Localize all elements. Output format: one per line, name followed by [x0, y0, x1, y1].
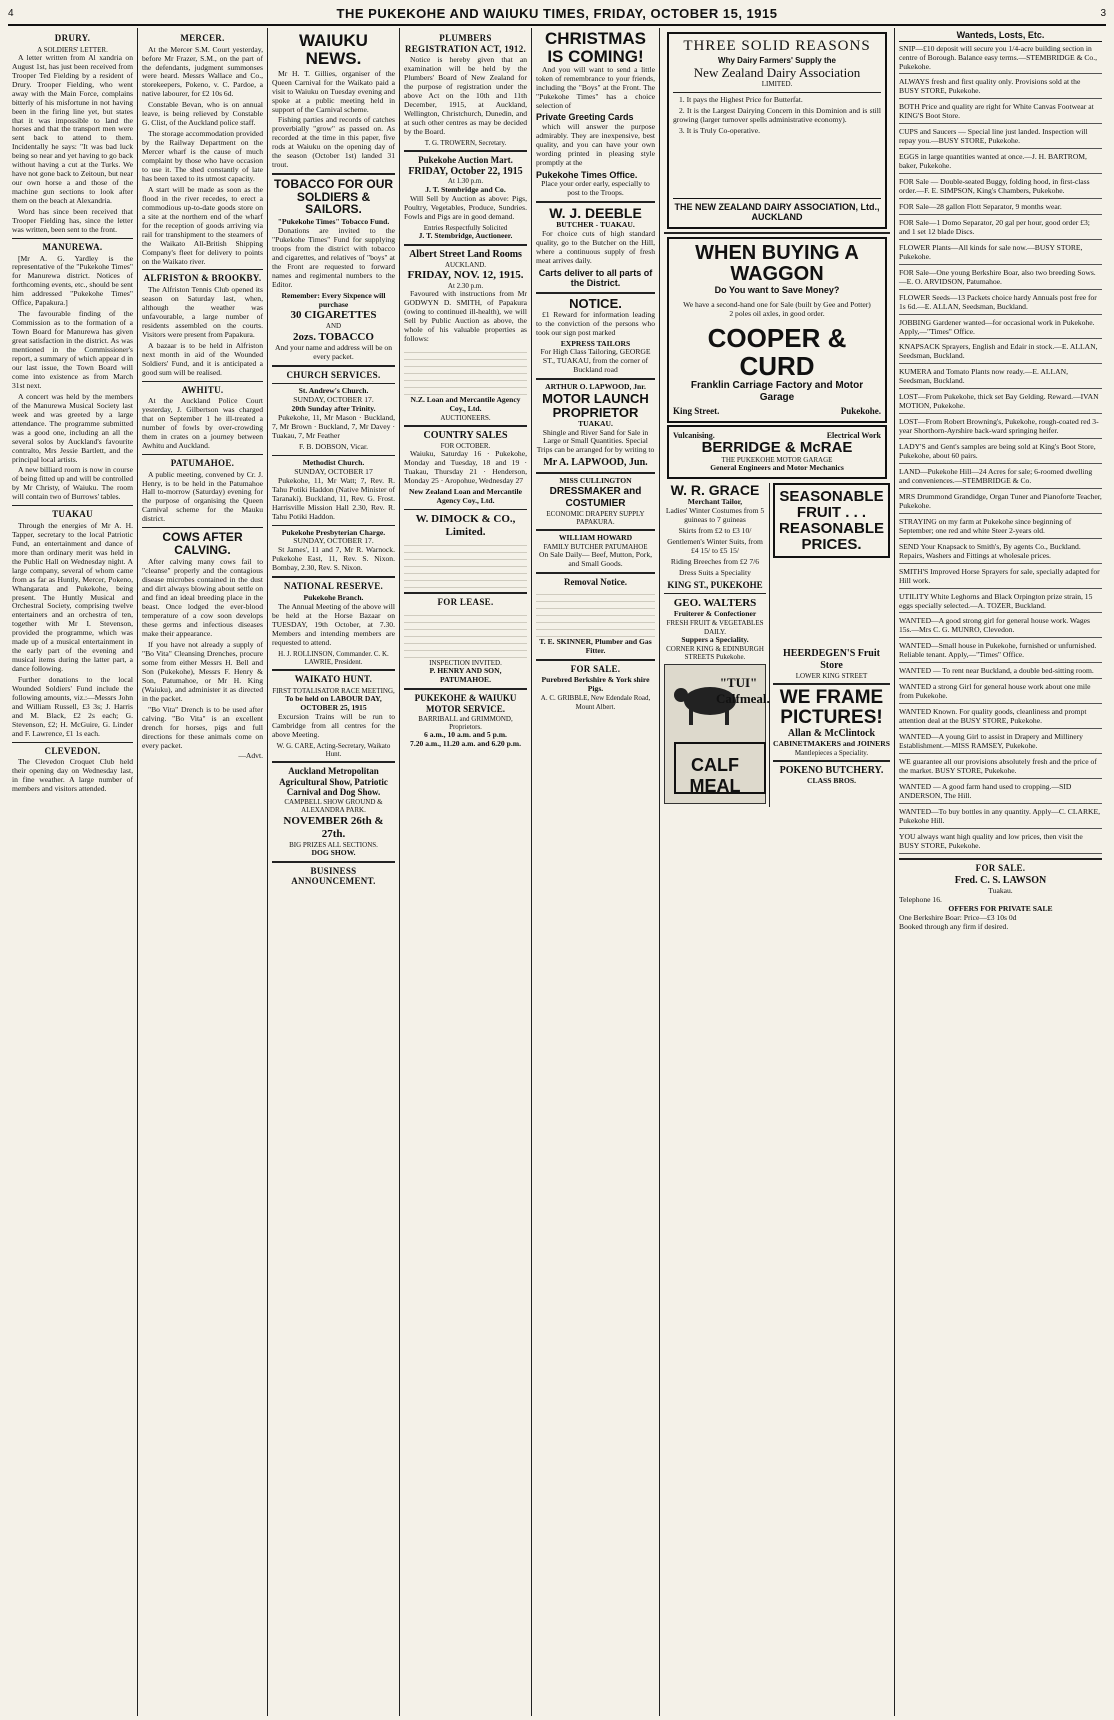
nov-time: At 2.30 p.m. — [447, 281, 484, 290]
mercer-para-2: Constable Bevan, who is on annual leave, is being relieved by Constable G. Clist, of the Auckland police staff. — [142, 100, 263, 128]
tobacco-footer: And your name and address will be on every packet. — [274, 342, 393, 361]
presbyterian-services: St James', 11 and 7, Mr R. Warnock. Pukekohe East, 11, Rev. S. Nixon. Bombay, 2.30, Rev. S. Nixon. — [272, 545, 395, 573]
calf-meal-label: CALF MEAL — [689, 755, 741, 797]
classified-ad: SMITH'S Improved Horse Sprayers for sale, specially adapted for Hill work. — [899, 568, 1102, 589]
national-reserve-sig: H. J. ROLLINSON, Commander. C. K. LAWRIE, President. — [278, 649, 389, 666]
grace-3: Gentlemen's Winter Suits, from £4 15/ to £5 15/ — [667, 536, 763, 555]
awhitu-heading: AWHITU. — [181, 384, 224, 395]
king-st: King Street. — [673, 406, 720, 417]
st-andrew-date: SUNDAY, OCTOBER 17. — [293, 395, 374, 405]
classified-ad: SNIP—£10 deposit will secure you 1/4-acre building section in centre of Borough. Balance easy terms.—STEMBRIDGE & Co., Pukekohe. — [899, 45, 1102, 75]
advt-sig: —Advt. — [238, 751, 263, 761]
cows-para-3: "Bo Vita" Drench is to be used after calving. "Bo Vita" is an excellent drench for horses, pigs and full directions for these animals come on every packet. — [142, 704, 263, 750]
column-7 — [895, 28, 1106, 1716]
show-dates: NOVEMBER 26th & 27th. — [283, 814, 384, 840]
manurewa-para-2: The favourable finding of the Commission as to the formation of a Town Board for Manurewa has given great satisfaction in the district. As was mentioned in the Commissioner's report, a summary of which appear d in our last issue, the Town Board will come into existence as from March 31st next. — [12, 309, 133, 390]
soldiers-letter-heading: A SOLDIERS' LETTER. — [37, 45, 108, 54]
presbyterian-heading: Pukekohe Presbyterian Charge. — [281, 527, 386, 537]
berridge-mcrae: BERRIDGE & McRAE — [701, 439, 853, 457]
tuakau-heading: TUAKAU — [52, 509, 93, 520]
christmas-heading: CHRISTMAS IS COMING! — [544, 29, 647, 66]
clevedon-heading: CLEVEDON. — [44, 745, 101, 756]
allan-mcclintock: Allan & McClintock — [787, 728, 876, 740]
albert-para: Favoured with instructions from Mr GODWYN D. SMITH, of Papakura (owing to continued ill-health), we will Sell by Public Auction as above, the whole of his valuable properties as follows: — [404, 288, 527, 343]
property-listing — [404, 346, 527, 396]
tuakau-para-2: Further donations to the local Wounded Soldiers' Fund include the following amounts, viz.:—Messrs John and William Russell, £3 3s; J. Harris and M. Black, £2 2s each; G. Stevenson, £2; H. McGuire, G. Linder and F. Lawrence, £1 1s each. — [12, 675, 133, 738]
classified-ad: WANTED—Small house in Pukekohe, furnished or unfurnished. Reliable tenant. Apply,—"Times" Office. — [899, 642, 1102, 663]
classified-ad: LOST—From Pukekohe, thick set Bay Gelding. Reward.—IVAN MOTION, Pukekohe. — [899, 393, 1102, 414]
masthead — [8, 4, 1106, 26]
waikato-hunt-heading: WAIKATO HUNT. — [294, 674, 373, 685]
tailor-para: For High Class Tailoring, GEORGE ST., TUAKAU, from the corner of Buckland road — [540, 347, 651, 375]
removal-notice: Removal Notice. — [564, 577, 627, 588]
vulcanising: Vulcanising. — [673, 431, 715, 441]
deeble: W. J. DEEBLE — [549, 205, 642, 222]
plumbers-heading: PLUMBERS REGISTRATION ACT, 1912. — [404, 33, 527, 54]
nz-loan: N.Z. Loan and Mercantile Agency Coy., Ltd. — [410, 394, 521, 413]
lawson-tuakau: Tuakau. — [988, 885, 1013, 895]
pukekohe-label: Pukekohe. — [840, 406, 881, 417]
classified-ad: BOTH Price and quality are right for White Canvas Footwear at KING'S Boot Store. — [899, 103, 1102, 124]
mercer-para-3: The storage accommodation provided by the Railway Department on the Mercer wharf is the cause of much complaint by those who have occasion to use it. The shed constantly of late has been taxed to its utmost capacity. — [142, 129, 263, 183]
classified-ad: WANTED — A good farm hand used to cropping.—SID ANDERSON, The Hill. — [899, 783, 1102, 804]
classified-ad: KUMERA and Tomato Plants now ready.—E. ALLAN, Seedsman, Buckland. — [899, 368, 1102, 389]
dimock-body — [404, 539, 527, 589]
nz-loan-2: New Zealand Loan and Mercantile Agency Coy., Ltd. — [409, 486, 522, 505]
manurewa-para-3: A concert was held by the members of the Manurewa Musical Society last week and was greeted by a large attendance. The programme submitted was a good one, including an all the several solos by Auckland's favourite contralto, Mrs Jessie Bartlett, and the principal local artists. — [12, 391, 133, 464]
carriage-factory: Franklin Carriage Factory and Motor Garage — [690, 379, 864, 403]
methodist-date: SUNDAY, OCTOBER 17 — [294, 466, 373, 476]
sales-list: Waiuku, Saturday 16 · Pukekohe, Monday and Tuesday, 18 and 19 · Tuakau, Thursday 21 · Henderson, Monday 25 · Aropohue, Wednesday 27 — [404, 448, 527, 485]
christmas-para: And you will want to send a little token of remembrance to your friends, including the "Boys" at the Front. The "Pukekohe Times" has a choice selection of — [536, 64, 655, 110]
nov-sale: FRIDAY, NOV. 12, 1915. — [407, 268, 524, 281]
drury-para-1: A letter written from Al xandria on August 1st, has just been received from Trooper Ted Fielding by a resident of Drury. Trooper Fielding, who went away with the Main Force, complains bitterly of his misfortune in not having been in the firing line yet, but states that it was impossible to land the horses and that the transport men were sent back to attend to them. Incidentally he says: "It was bad luck being so near and yet having to go back without having a cut at the Turks. We have not gone back to Zeitoun, but near our own horse a and those of the machine gun sections to look after them on the beach at Alexandria. — [12, 52, 133, 206]
general-engineers: General Engineers and Motor Mechanics — [710, 463, 844, 473]
tui-label: "TUI" Calfmeal. — [716, 675, 770, 706]
column-1 — [8, 28, 138, 1716]
reason-3: 3. It is Truly Co-operative. — [679, 125, 760, 135]
save-money: Do You want to Save Money? — [714, 284, 840, 295]
grace-name: W. R. GRACE — [670, 482, 760, 499]
family-butcher: FAMILY BUTCHER PATUMAHOE — [543, 543, 648, 552]
heerdegen-body — [773, 558, 890, 648]
fruiterer: Fruiterer & Confectioner — [673, 609, 757, 619]
classified-ad: ALWAYS fresh and first quality only. Provisions sold at the BUSY STORE, Pukekohe. — [899, 78, 1102, 99]
barriball: BARRIBALL and GRIMMOND, Proprietors. — [418, 714, 513, 731]
metro-show: Auckland Metropolitan Agricultural Show, Patriotic Carnival and Dog Show. — [279, 766, 388, 798]
waggon-ad — [667, 237, 887, 423]
auction-para: Will Sell by Auction as above: Pigs, Poultry, Vegetables, Produce, Sundries. Fowls and Pigs are in good demand. — [404, 193, 527, 221]
class-bros: CLASS BROS. — [807, 775, 856, 785]
grace-2: Skirts from £2 to £3 10/ — [678, 525, 752, 535]
classified-ad: LAND—Pukekohe Hill—24 Acres for sale; 6-roomed dwelling and conveniences.—STEMBRIDGE & Co. — [899, 468, 1102, 489]
tui-calfmeal-ad — [664, 664, 770, 804]
column-5 — [532, 28, 660, 1716]
gribble: A. C. GRIBBLE, New Edendale Road, Mount Albert. — [540, 694, 651, 711]
classified-ad: MRS Drummond Grandidge, Organ Tuner and Pianoforte Teacher, Pukekohe. — [899, 493, 1102, 514]
mercer-para-1: At the Mercer S.M. Court yesterday, before Mr Frazer, S.M., on the part of the defendants, judgment summonses were heard. Messrs Wallace and Co., storekeepers, Pokeno, v. C. Pardoe, a native labourer, for £2 10s 6d. — [142, 44, 263, 99]
dairy-ad — [667, 32, 887, 229]
classified-ad: UTILITY White Leghorns and Black Orpington prize strain, 15 eggs specially selected.—A. TOZER, Buckland. — [899, 593, 1102, 614]
cows-para-2: If you have not already a supply of "Bo Vita" Cleansing Drenches, procure some from either Messrs H. Bell and Son (Pukekohe), Messrs F. Henry & Son, Patumahoe, or Mr H. King (Waiuku), and administer it as directed in the packet. — [142, 640, 263, 703]
presbyterian-date: SUNDAY, OCTOBER 17. — [293, 536, 374, 546]
lease-body — [404, 609, 527, 659]
tobacco-oz-line: 2ozs. TOBACCO — [293, 330, 374, 343]
auction-mart: Pukekohe Auction Mart. — [418, 155, 513, 166]
cigarettes-line: 30 CIGARETTES — [290, 309, 377, 322]
methodist-services: Pukekohe, 11, Mr Watt; 7, Rev. R. Tahu Potiki Haddon (Native Minister of Taranaki). Buckland, 11, Rev. G. Frost. Harrisville Mission Hall 2.30, Rev. R. Tahu Potiki Haddon. — [272, 475, 395, 521]
classified-ads — [899, 45, 1102, 854]
auckland-line: AUCKLAND. — [444, 260, 487, 269]
newspaper-title: THE PUKEKOHE AND WAIUKU TIMES, FRIDAY, OCTOBER 15, 1915 — [336, 6, 778, 22]
order-early: Place your order early, especially to post to the Troops. — [541, 179, 650, 198]
st-andrew-services: Pukekohe, 11, Mr Mason · Buckland, 7, Mr Brown · Buckland, 7, Mr Davey · Tuakau, 7, Mr Feather — [272, 413, 395, 440]
for-october: FOR OCTOBER. — [440, 441, 491, 450]
cabinetmakers: CABINETMAKERS and JOINERS — [773, 738, 890, 748]
limited: LIMITED. — [761, 80, 793, 89]
classified-ad: FOR Sale—28 gallon Flott Separator, 9 months wear. — [899, 203, 1102, 215]
race-date: To be held on LABOUR DAY, OCTOBER 25, 1915 — [285, 693, 382, 712]
lawson: Fred. C. S. LAWSON — [954, 875, 1047, 887]
service-times-2: 7.20 a.m., 11.20 a.m. and 6.20 p.m. — [410, 739, 521, 748]
lapwood: ARTHUR O. LAPWOOD, Jnr. — [545, 382, 646, 392]
remember-line: Remember: Every Sixpence will purchase — [281, 290, 386, 309]
entries-line: Entries Respectfully Solicited — [423, 223, 508, 232]
classified-ad: CUPS and Saucers — Special line just landed. Inspection will repay you.—BUSY STORE, Pukekohe. — [899, 128, 1102, 149]
auctioneers: AUCTIONEERS. — [440, 413, 491, 422]
reason-2: 2. It is the Largest Dairying Concern in this Dominion and is still growing (larger turnover spells administrative economy). — [673, 105, 881, 124]
show-ground: CAMPBELL SHOW GROUND & ALEXANDRA PARK. — [284, 798, 383, 815]
vicar-line: F. B. DOBSON, Vicar. — [298, 441, 369, 451]
tobacco-heading: TOBACCO FOR OUR SOLDIERS & SAILORS. — [273, 177, 394, 217]
albert-street: Albert Street Land Rooms — [409, 248, 522, 260]
st-andrew-heading: St. Andrew's Church. — [298, 386, 369, 396]
classified-ad: FOR Sale—1 Domo Separator, 20 gal per hour, good order £3; and 1 set 12 blade Discs. — [899, 219, 1102, 240]
removal-body — [536, 588, 655, 638]
times-office: Pukekohe Times Office. — [536, 169, 638, 180]
national-reserve-branch: Pukekohe Branch. — [303, 592, 364, 602]
alfriston-para-2: A bazaar is to be held in Alfriston next month in aid of the Wounded Soldiers' Fund, and it is anticipated a good sum will be realised. — [142, 340, 263, 377]
classified-ad: WANTED — To rent near Buckland, a double bed-sitting room. — [899, 667, 1102, 679]
classified-ad: WANTED Known. For quality goods, cleanliness and prompt attention deal at the BUSY STORE, Pukekohe. — [899, 708, 1102, 729]
fresh-fruit: FRESH FRUIT & VEGETABLES DAILY. — [666, 619, 764, 636]
hunt-para: Excursion Trains will be run to Cambridge from all centres for the above Meeting. — [272, 711, 395, 739]
drury-para-2: Word has since been received that Trooper Fielding has, since the letter was written, been sent to the front. — [12, 207, 133, 234]
henry-son: P. HENRY AND SON, PATUMAHOE. — [429, 666, 502, 685]
columns — [8, 28, 1106, 1716]
king-st-pukekohe: KING ST., PUKEKOHE — [667, 579, 763, 590]
plumbers-sig: T. G. TROWERN, Secretary. — [424, 138, 507, 147]
wanteds-heading: Wanteds, Losts, Etc. — [899, 30, 1102, 42]
manurewa-heading: MANUREWA. — [42, 241, 103, 252]
for-lease: FOR LEASE. — [437, 596, 494, 607]
notice-para: £1 Reward for information leading to the conviction of the persons who took our sign post marked — [536, 309, 655, 337]
mercer-heading: MERCER. — [180, 33, 225, 43]
pukekohe-motor-garage: THE PUKEKOHE MOTOR GARAGE — [721, 456, 833, 465]
column-3 — [268, 28, 400, 1716]
plumbers-para: Notice is hereby given that an examination will be held by the Plumbers' Board of New Zealand for the purpose of registration under the above Act on the 10th and 11th December, 1915, at Auckland, Wellington, Christchurch, Dunedin, and at such other centres as may be decided by the Board. — [404, 55, 527, 136]
business-announcement: BUSINESS ANNOUNCEMENT. — [291, 865, 376, 887]
express-tailors: EXPRESS TAILORS — [560, 338, 631, 348]
booked-through: Booked through any firm if desired. — [899, 921, 1009, 931]
howard-sale: On Sale Daily— Beef, Mutton, Pork, and Small Goods. — [538, 550, 653, 569]
cards-para: which will answer the purpose admirably. They are inexpensive, best quality, and you can have your own wording printed in pleasing style promptly at the — [536, 122, 655, 167]
lower-king: LOWER KING STREET — [795, 672, 868, 681]
we-frame: WE FRAME PICTURES! — [779, 687, 884, 729]
stembridge: J. T. Stembridge and Co. — [425, 184, 506, 194]
classified-ad: FOR Sale—One young Berkshire Boar, also two breeding Sows.—E. O. ARVIDSON, Patumahoe. — [899, 269, 1102, 290]
national-reserve-para: The Annual Meeting of the above will be held at the Horse Bazaar on TUESDAY, 19th October, at 7.30. Members and intending members are requested to attend. — [272, 601, 395, 647]
lower-split — [664, 483, 890, 807]
auction-date: FRIDAY, October 22, 1915 — [408, 165, 523, 177]
greeting-cards: Private Greeting Cards — [536, 112, 634, 123]
grace-1: Ladies' Winter Costumes from 5 guineas to 7 guineas — [665, 506, 765, 525]
economic-drapery: ECONOMIC DRAPERY SUPPLY PAPAKURA. — [546, 509, 645, 526]
when-buying: WHEN BUYING A WAGGON — [695, 241, 859, 285]
grace-walters — [664, 483, 770, 807]
electrical-work: Electrical Work — [826, 431, 881, 441]
tobacco-fund: "Pukekohe Times" Tobacco Fund. — [277, 216, 390, 226]
national-reserve-heading: NATIONAL RESERVE. — [283, 581, 384, 592]
howard: WILLIAM HOWARD — [558, 533, 633, 543]
corner-streets: CORNER KING & EDINBURGH STREETS Pukekohe. — [666, 644, 764, 661]
grace-4: Riding Breeches from £2 7/6 — [670, 556, 760, 566]
classified-ad: SEND Your Knapsack to Smith's, By agents Co., Buckland. Repairs, Washers and Fittings at wholesale prices. — [899, 543, 1102, 564]
lapwood-tuakau: TUAKAU. — [578, 418, 613, 428]
walters-name: GEO. WALTERS — [673, 597, 757, 610]
big-prizes: BIG PRIZES ALL SECTIONS. — [289, 840, 378, 849]
classified-ad: JOBBING Gardener wanted—for occasional work in Pukekohe. Apply,—"Times" Office. — [899, 319, 1102, 340]
waggon-para: We have a second-hand one for Sale (built by Gee and Potter) 2 poles oil axles, in good order. — [683, 300, 871, 319]
notice-heading: NOTICE. — [569, 296, 622, 312]
country-sales: COUNTRY SALES — [423, 429, 508, 441]
cooper-curd: COOPER & CURD — [707, 323, 847, 381]
dimock: W. DIMOCK & CO., Limited. — [415, 512, 516, 538]
classified-ad: YOU always want high quality and low prices, then visit the BUSY STORE, Pukekohe. — [899, 833, 1102, 854]
heerdegen: HEERDEGEN'S Fruit Store — [783, 648, 880, 672]
skinner: T. E. SKINNER, Plumber and Gas Fitter. — [539, 636, 652, 655]
motor-launch: MOTOR LAUNCH PROPRIETOR — [542, 391, 649, 420]
awhitu-para: At the Auckland Police Court yesterday, J. Gilbertson was charged that on September 1 he ill-treated a number of fowls by over-crowding them in crates on a journey between Awhitu and Auckland. — [142, 396, 263, 450]
classified-ad: KNAPSACK Sprayers, English and Edair in stock.—E. ALLAN, Seedsman, Buckland. — [899, 343, 1102, 364]
and-line: AND — [325, 322, 342, 331]
classified-ad: WANTED—A young Girl to assist in Drapery and Millinery Establishment.—MISS RAMSEY, Pukekohe. — [899, 733, 1102, 754]
alfriston-heading: ALFRISTON & BROOKBY. — [143, 273, 262, 284]
classified-ad: LOST—From Robert Browning's, Pukekohe, rough-coated red 3-year Shorthorn-Ayrshire back-ward springing heifer. — [899, 418, 1102, 439]
waiuku-para-1: Mr H. T. Gillies, organiser of the Queen Carnival for the Waikato paid a visit to Waiuku on Tuesday evening and spoke at a public meeting held in support of the Carnival scheme. — [272, 68, 395, 114]
telephone: Telephone 16. — [899, 894, 942, 904]
seasonable-box — [773, 483, 890, 558]
cows-para-1: After calving many cows fail to "cleanse" properly and the contagious disease microbes contained in the dust and dirt always blowing about settle on and find an ideal breeding place in the beast. Once lodged the ever-blood temperature of a cow soon develops these germs and infectious diseases make their appearance. — [142, 557, 263, 639]
clevedon-para: The Clevedon Croquet Club held their opening day on Wednesday last, in fine weather. A large number of members and visitors attended. — [12, 757, 133, 794]
mantlepieces: Mantlepieces a Speciality. — [794, 748, 869, 757]
deeble-butcher: BUTCHER - TUAKAU. — [556, 220, 635, 230]
classified-ad: FOR Sale — Double-seated Buggy, folding hood, in first-class order.—F. E. SIMPSON, King's Chambers, Pukekohe. — [899, 178, 1102, 199]
lapwood-2: Mr A. LAPWOOD, Jun. — [543, 457, 648, 469]
manurewa-para-1: [Mr A. G. Yardley is the representative of the "Pukekohe Times" for Manurewa district. Notices of forthcoming events, etc., should be sent him addressed "Pukekohe Times" Office, Papakura.] — [12, 253, 133, 308]
dairy-footer: THE NEW ZEALAND DAIRY ASSOCIATION, Ltd., AUCKLAND — [673, 198, 881, 223]
suppers: Suppers a Speciality. — [681, 634, 749, 644]
for-sale-pigs: FOR SALE. — [570, 663, 621, 674]
auction-time: At 1.30 p.m. — [447, 177, 484, 186]
tuakau-para-1: Through the energies of Mr A. H. Tapper, secretary to the local Patriotic Fund, an entertainment and dance of more than ordinary merit was held in the Public Hall on Wednesday night. A large company, several of whom came from as far as Huntly, Mercer, Pokeno, Whangarata and Pukekohe, being present. The Huntly Musical and Orchestral Society, comprising twelve entertainers and an orchestra of ten, together with Mr I. Stevenson, provided the programme, which was made up of a musical entertainment in the early part of the evening and musical items during the latter part, a dance following. — [12, 520, 133, 674]
carts-deliver: Carts deliver to all parts of the District. — [538, 267, 653, 289]
auctioneer-line: J. T. Stembridge, Auctioneer. — [418, 230, 513, 240]
methodist-heading: Methodist Church. — [302, 457, 365, 467]
reason-1: 1. It pays the Highest Price for Butterfat. — [679, 94, 803, 104]
grace-5: Dress Suits a Speciality — [679, 567, 751, 577]
classified-ad: WANTED—To buy bottles in any quantity. Apply—C. CLARKE, Pukekohe Hill. — [899, 808, 1102, 829]
hunt-sig: W. G. CARE, Acting-Secretary, Waikato Hunt. — [276, 741, 391, 758]
dog-show: DOG SHOW. — [311, 847, 356, 857]
classified-ad: LADY'S and Gent's samples are being sold at King's Boot Store, Pukekohe, about 60 pairs. — [899, 443, 1102, 464]
miss-cullington: MISS CULLINGTON — [559, 476, 632, 486]
classified-ad: WE guarantee all our provisions absolutely fresh and the price of the market. BUSY STORE, Pukekohe. — [899, 758, 1102, 779]
column-6 — [660, 28, 895, 1716]
service-times: 6 a.m., 10 a.m. and 5 p.m. — [424, 730, 507, 740]
patumahoe-heading: PATUMAHOE. — [170, 457, 235, 468]
motor-service: PUKEKOHE & WAIUKU MOTOR SERVICE. — [414, 693, 517, 714]
seasonable-fruit: SEASONABLE FRUIT . . . REASONABLE PRICES. — [779, 488, 885, 553]
tobacco-para: Donations are invited to the "Pukekohe Times" Fund for supplying troops from the district with tobacco and cigarettes, and relatives of "boys" at the Front are requested to forward names and regimental numbers to the Editor. — [272, 225, 395, 289]
patumahoe-para: A public meeting, convened by Cr. J. Henry, is to be held in the Patumahoe Hall to-morrow (Saturday) evening for the purpose of organising the Queen Carnival scheme for the Mauku district. — [142, 469, 263, 524]
trinity-line: 20th Sunday after Trinity. — [291, 404, 376, 414]
race-meeting: FIRST TOTALISATOR RACE MEETING, — [272, 686, 395, 695]
waiuku-para-2: Fishing parties and records of catches proverbially "grow" as passed on. As recorded at the time in this paper, five rods at Waiuku on the opening day of the season (October 1st) landed 31 trout. — [272, 115, 395, 170]
purebred-pigs: Purebred Berkshire & York shire Pigs. — [541, 675, 650, 694]
inspection: INSPECTION INVITED. — [429, 659, 502, 668]
page-number-left: 4 — [8, 8, 14, 20]
berridge-ad — [667, 425, 887, 479]
waiuku-news-heading: WAIUKU NEWS. — [299, 31, 368, 68]
three-solid-reasons: THREE SOLID REASONS — [683, 38, 871, 54]
cows-heading: COWS AFTER CALVING. — [162, 530, 243, 557]
classified-ad: WANTED—A good strong girl for general house work. Wages 15s.—Mrs C. G. MUNRO, Clevedon. — [899, 617, 1102, 638]
classified-ad: FLOWER Seeds—13 Packets choice hardy Annuals post free for 1s 6d.—E. ALLAN, Seedsman, Buckland. — [899, 294, 1102, 315]
for-sale-boar: FOR SALE. — [975, 862, 1026, 873]
classified-ad: WANTED a strong Girl for general house work about one mile from Pukekohe. — [899, 683, 1102, 704]
manurewa-para-4: A new billiard room is now in course of being fitted up and will be controlled by Mr Christy, of Waiuku. The room will contain two of Burrows' tables. — [12, 465, 133, 502]
dressmaker: DRESSMAKER and COSTUMIER — [549, 486, 642, 509]
alfriston-para-1: The Alfriston Tennis Club opened its season on Saturday last, when, although the weather was unfavourable, a large number of residents assembled on the courts. Visitors were present from Papakura. — [142, 285, 263, 339]
nz-dairy-assoc: New Zealand Dairy Association — [693, 65, 861, 81]
private-sale: OFFERS FOR PRIVATE SALE — [948, 903, 1053, 913]
drury-heading: DRURY. — [54, 33, 91, 43]
pokeno-butchery: POKENO BUTCHERY. — [779, 765, 884, 777]
merchant-tailor: Merchant Tailor, — [687, 497, 743, 507]
deeble-para: For choice cuts of high standard quality, go to the Butcher on the Hill, where a continuous supply of fresh meat arrives daily. — [536, 228, 655, 265]
page-number-right: 3 — [1100, 8, 1106, 20]
heerdegen-frame — [770, 483, 890, 807]
classified-ad: FLOWER Plants—All kinds for sale now.—BUSY STORE, Pukekohe. — [899, 244, 1102, 265]
column-4 — [400, 28, 532, 1716]
why-farmers: Why Dairy Farmers' Supply the — [718, 55, 836, 65]
column-2 — [138, 28, 268, 1716]
classified-ad: EGGS in large quantities wanted at once.—J. H. BARTROM, baker, Pukekohe. — [899, 153, 1102, 174]
classified-ad: STRAYING on my farm at Pukekohe since beginning of September; one red and white Steer 2-years old. — [899, 518, 1102, 539]
launch-para: Shingle and River Sand for Sale in Large or Small Quantities. Special Trips can be arranged for by writing to — [536, 427, 655, 455]
mercer-para-4: A start will be made as soon as the flood in the river recedes, to erect a commodious up-to-date goods store on a site at the northern end of the wharf for the reception of goods arriving via rail for transhipment to the steamers of the Waikato All-British Shipping Company's fleet for delivery to points on the Waikato river. — [142, 184, 263, 266]
boar-price: One Berkshire Boar: Price—£3 10s 0d — [899, 912, 1017, 922]
church-heading: CHURCH SERVICES. — [286, 369, 381, 380]
